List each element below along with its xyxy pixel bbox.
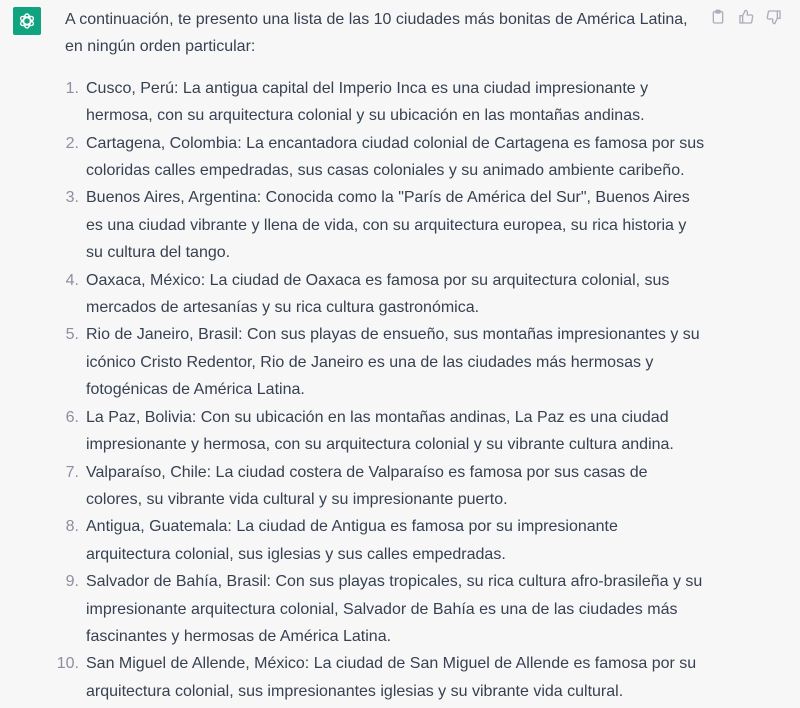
list-item <box>65 321 705 403</box>
list-number: 9. <box>65 573 79 591</box>
copy-icon[interactable] <box>710 9 726 25</box>
thumbs-up-icon[interactable] <box>738 9 754 25</box>
list-item <box>65 184 705 266</box>
list-item <box>65 404 705 459</box>
list-item <box>65 513 705 568</box>
list-item <box>65 459 705 514</box>
list-item-text: Salvador de Bahía, Brasil: Con sus playas tropicales, su rica cultura afro-brasileña y su impresionante arquitectura colonial, Salvador de Bahía es una de las ciudades más fascinantes y hermosas de América Latina. <box>86 573 703 645</box>
list-number: 2. <box>65 134 79 152</box>
message-content <box>56 6 705 705</box>
list-item-text: Cartagena, Colombia: La encantadora ciudad colonial de Cartagena es famosa por sus coloridas calles empedradas, sus casas coloniales y su animado ambiente caribeño. <box>86 134 705 180</box>
list-item-text: Oaxaca, México: La ciudad de Oaxaca es famosa por su arquitectura colonial, sus mercados de artesanías y su rica cultura gastronómica. <box>86 271 670 317</box>
list-number: 4. <box>65 271 79 289</box>
list-number: 6. <box>65 408 79 426</box>
openai-logo-icon <box>17 11 37 31</box>
list-item <box>65 130 705 185</box>
list-item-text: Valparaíso, Chile: La ciudad costera de Valparaíso es famosa por sus casas de colores, su vibrante vida cultural y su impresionante puerto. <box>86 463 648 508</box>
message-actions <box>710 9 782 25</box>
list-item-text: Rio de Janeiro, Brasil: Con sus playas de ensueño, sus montañas impresionantes y su icónico Cristo Redentor, Rio de Janeiro es una de las ciudades más hermosas y fotogénicas de América Latina. <box>86 326 700 399</box>
assistant-avatar <box>13 7 41 35</box>
list-item-text: San Miguel de Allende, México: La ciudad de San Miguel de Allende es famosa por su arquitectura colonial, sus impresionantes iglesias y su vibrante vida cultural. <box>86 655 697 700</box>
list-item-text: Antigua, Guatemala: La ciudad de Antigua es famosa por su impresionante arquitectura colonial, sus iglesias y sus calles empedradas. <box>86 518 618 563</box>
list-number: 8. <box>65 518 79 536</box>
list-item-text: Cusco, Perú: La antigua capital del Imperio Inca es una ciudad impresionante y hermosa, con su arquitectura colonial y su ubicación en las montañas andinas. <box>86 79 649 125</box>
list-number: 3. <box>65 189 79 207</box>
list-item-text: La Paz, Bolivia: Con su ubicación en las montañas andinas, La Paz es una ciudad impresionante y hermosa, con su arquitectura colonial y su vibrante cultura andina. <box>86 408 674 454</box>
list-item <box>65 75 705 130</box>
city-list <box>56 75 705 705</box>
list-item <box>65 568 705 650</box>
intro-text: A continuación, te presento una lista de las 10 ciudades más bonitas de América Latina, en ningún orden particular: <box>65 11 688 56</box>
list-number: 7. <box>65 463 79 481</box>
list-item <box>65 267 705 322</box>
list-number: 5. <box>65 326 79 344</box>
list-number: 10. <box>56 655 79 673</box>
list-item-text: Buenos Aires, Argentina: Conocida como la "París de América del Sur", Buenos Aires es una ciudad vibrante y llena de vida, con su arquitectura europea, su rica historia y su cultura del tango. <box>86 189 690 262</box>
list-item <box>56 650 705 705</box>
list-number: 1. <box>65 79 79 97</box>
thumbs-down-icon[interactable] <box>766 9 782 25</box>
